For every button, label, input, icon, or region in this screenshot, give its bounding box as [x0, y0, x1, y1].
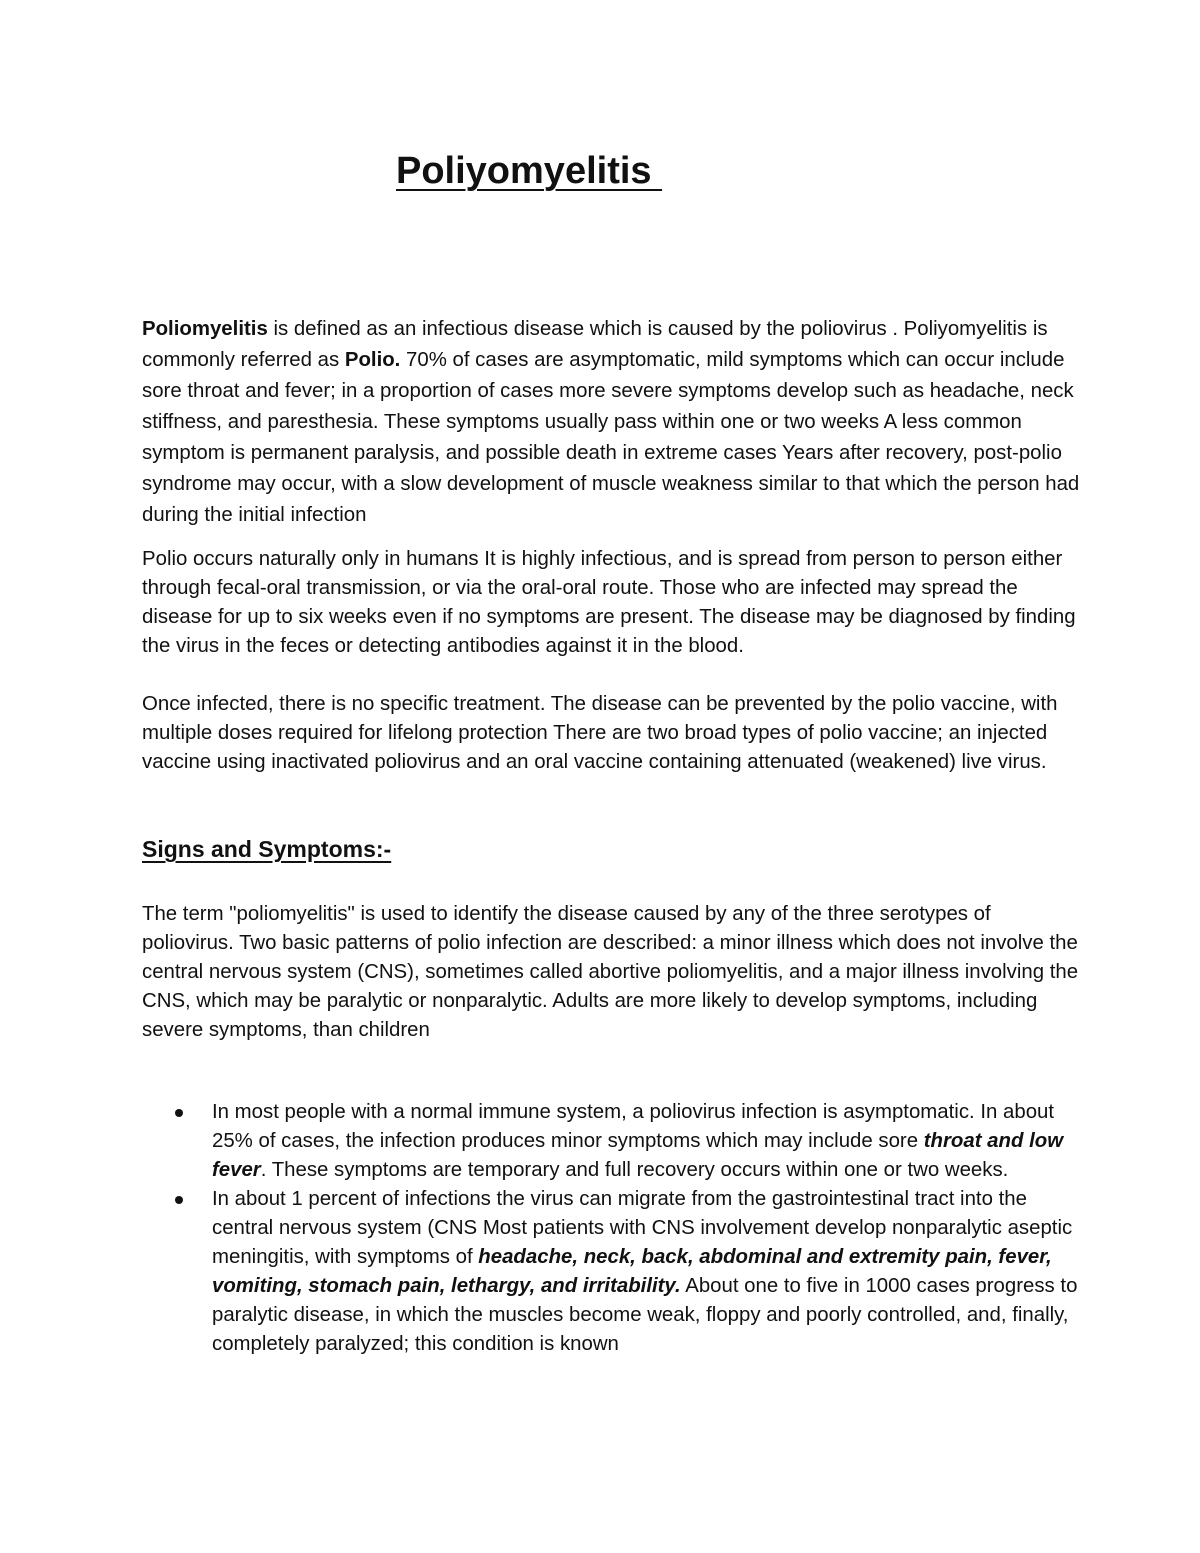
bullet-text-continued: About one to five in 1000 cases progress to paralytic disease, in which the muscles become weak, floppy and poorly controlled, and, finally, completely paralyzed; this condition is known [212, 1275, 1078, 1355]
term-polio: Polio. [344, 349, 401, 371]
bullet-emphasis: throat and low fever [212, 1130, 1064, 1181]
symptoms-bullet-list [142, 1098, 1092, 1359]
bullet-text: In most people with a normal immune system, a poliovirus infection is asymptomatic. In about 25% of cases, the infection produces minor symptoms which may include sore [212, 1101, 1055, 1152]
list-item [142, 1098, 1092, 1185]
section-heading-signs-symptoms: Signs and Symptoms:- [142, 836, 392, 862]
bullet-text-continued: . These symptoms are temporary and full recovery occurs within one or two weeks. [260, 1159, 1009, 1181]
intro-paragraph [142, 314, 1082, 531]
page-title: Poliyomyelitis [396, 150, 663, 192]
bullet-icon [175, 1109, 183, 1117]
bullet-text: In about 1 percent of infections the virus can migrate from the gastrointestinal tract into the central nervous system (CNS Most patients with CNS involvement develop nonparalytic aseptic meningitis, with symptoms of [212, 1188, 1073, 1268]
treatment-paragraph: Once infected, there is no specific treatment. The disease can be prevented by the polio vaccine, with multiple doses required for lifelong protection There are two broad types of polio vaccine; an injected vaccine using inactivated poliovirus and an oral vaccine containing attenuated (weakened) live virus. [142, 693, 1058, 773]
list-item [142, 1185, 1092, 1359]
transmission-paragraph: Polio occurs naturally only in humans It is highly infectious, and is spread from person to person either through fecal-oral transmission, or via the oral-oral route. Those who are infected may spread the disease for up to six weeks even if no symptoms are present. The disease may be diagnosed by finding the virus in the feces or detecting antibodies against it in the blood. [142, 548, 1076, 657]
symptoms-paragraph: The term "poliomyelitis" is used to identify the disease caused by any of the three serotypes of poliovirus. Two basic patterns of polio infection are described: a minor illness which does not involve the central nervous system (CNS), sometimes called abortive poliomyelitis, and a major illness involving the CNS, which may be paralytic or nonparalytic. Adults are more likely to develop symptoms, including severe symptoms, than children [142, 903, 1079, 1041]
bullet-emphasis: headache, neck, back, abdominal and extremity pain, fever, vomiting, stomach pain, lethargy, and irritability. [212, 1246, 1052, 1297]
intro-text-continued: 70% of cases are asymptomatic, mild symptoms which can occur include sore throat and fever; in a proportion of cases more severe symptoms develop such as headache, neck stiffness, and paresthesia. These symptoms usually pass within one or two weeks A less common symptom is permanent paralysis, and possible death in extreme cases Years after recovery, post-polio syndrome may occur, with a slow development of muscle weakness similar to that which the person had during the initial infection [142, 349, 1080, 526]
term-poliomyelitis: Poliomyelitis [142, 318, 268, 340]
bullet-icon [175, 1196, 183, 1204]
intro-text: is defined as an infectious disease which is caused by the poliovirus . Poliyomyelitis is commonly referred as [142, 318, 1048, 371]
